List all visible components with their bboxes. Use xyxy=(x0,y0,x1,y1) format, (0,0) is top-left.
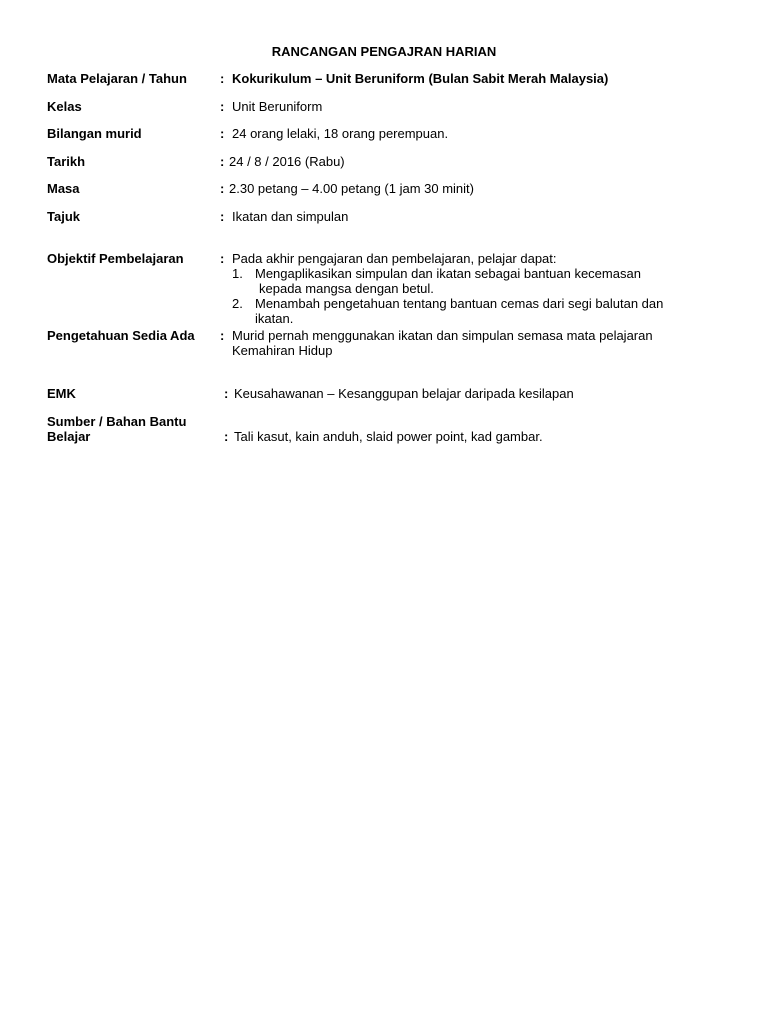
field-value xyxy=(232,328,727,358)
field-label: EMK xyxy=(47,386,76,401)
field-label: Tarikh xyxy=(47,154,86,169)
field-colon: : xyxy=(220,209,225,224)
field-label: Objektif Pembelajaran xyxy=(47,251,184,266)
field-value: 2.30 petang – 4.00 petang (1 jam 30 minit) xyxy=(229,181,474,196)
list-item xyxy=(232,296,727,326)
field-label: Pengetahuan Sedia Ada xyxy=(47,328,195,343)
field-colon: : xyxy=(220,71,225,86)
field-colon: : xyxy=(224,429,229,444)
field-label: Masa xyxy=(47,181,80,196)
field-value: Ikatan dan simpulan xyxy=(232,209,349,224)
list-number: 2. xyxy=(232,296,243,311)
objektif-list xyxy=(232,266,727,326)
field-label: Kelas xyxy=(47,99,82,114)
list-number: 1. xyxy=(232,266,243,281)
field-value: Keusahawanan – Kesanggupan belajar daripada kesilapan xyxy=(234,386,574,401)
field-colon: : xyxy=(220,181,225,196)
field-value: Tali kasut, kain anduh, slaid power point, kad gambar. xyxy=(234,429,543,444)
field-label: Sumber / Bahan Bantu xyxy=(47,414,187,429)
field-label: Bilangan murid xyxy=(47,126,142,141)
field-colon: : xyxy=(220,99,225,114)
value-line: Kemahiran Hidup xyxy=(232,343,333,358)
field-value: Kokurikulum – Unit Beruniform (Bulan Sabit Merah Malaysia) xyxy=(232,71,609,86)
field-colon: : xyxy=(220,328,225,343)
list-item xyxy=(232,266,727,296)
page-title: RANCANGAN PENGAJRAN HARIAN xyxy=(271,44,497,59)
field-value: 24 / 8 / 2016 (Rabu) xyxy=(229,154,345,169)
objektif-content xyxy=(232,251,727,326)
list-line: Menambah pengetahuan tentang bantuan cemas dari segi balutan dan xyxy=(255,296,664,311)
field-label: Mata Pelajaran / Tahun xyxy=(47,71,187,86)
list-line: kepada mangsa dengan betul. xyxy=(259,281,434,296)
field-colon: : xyxy=(224,386,229,401)
list-line: Mengaplikasikan simpulan dan ikatan sebagai bantuan kecemasan xyxy=(255,266,641,281)
value-line: Murid pernah menggunakan ikatan dan simpulan semasa mata pelajaran xyxy=(232,328,653,343)
field-label: Tajuk xyxy=(47,209,80,224)
field-colon: : xyxy=(220,154,225,169)
field-colon: : xyxy=(220,251,225,266)
field-label: Belajar xyxy=(47,429,91,444)
list-line: ikatan. xyxy=(255,311,294,326)
field-value: Unit Beruniform xyxy=(232,99,323,114)
field-colon: : xyxy=(220,126,225,141)
field-value: 24 orang lelaki, 18 orang perempuan. xyxy=(232,126,449,141)
objektif-intro: Pada akhir pengajaran dan pembelajaran, pelajar dapat: xyxy=(232,251,557,266)
